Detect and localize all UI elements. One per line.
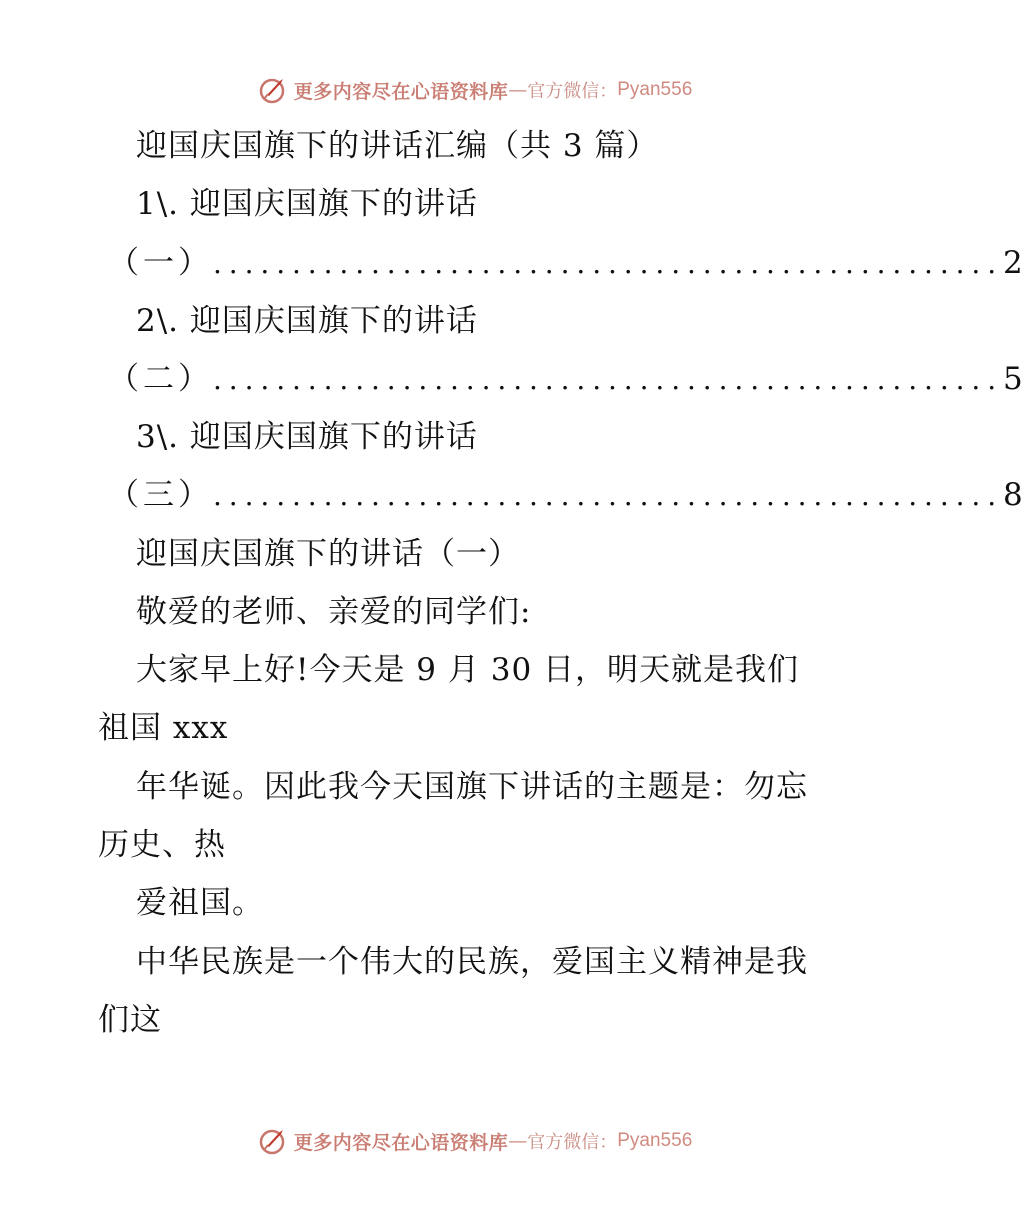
paragraph-line: 中华民族是一个伟大的民族，爱国主义精神是我 [136,944,808,980]
feather-pen-circle-icon [258,1126,288,1156]
watermark-header [0,70,950,110]
paragraph-line: 大家早上好!今天是 9 月 30 日，明天就是我们 [136,652,800,688]
toc-title-2: 2\. 迎国庆国旗下的讲话 [136,303,478,339]
section-title: 迎国庆国旗下的讲话（一） [136,536,520,572]
watermark-dash: — [508,1130,528,1152]
toc-label-2: （二） [108,361,213,397]
toc-entry-3[interactable] [108,475,1023,515]
toc-page-3: 8 [1003,477,1023,513]
paragraph-line: 们这 [98,1002,162,1038]
toc-dots-1: .................................................. [213,247,1004,280]
watermark-main-text: 更多内容尽在心语资料库 [293,80,509,103]
toc-page-1: 2 [1003,245,1023,281]
toc-page-2: 5 [1003,361,1023,397]
toc-title-1: 1\. 迎国庆国旗下的讲话 [136,186,478,222]
feather-pen-circle-icon [258,75,288,105]
watermark-account: Pyan556 [617,1130,693,1151]
watermark-footer [0,1121,950,1161]
toc-dots-3: .................................................. [213,479,1004,512]
toc-label-1: （一） [108,245,213,281]
paragraph-line: 敬爱的老师、亲爱的同学们: [136,594,532,630]
paragraph-line: 历史、热 [98,827,226,863]
watermark-sub-text: 官方微信： [527,1132,618,1153]
document-title: 迎国庆国旗下的讲话汇编（共 3 篇） [136,128,659,164]
toc-title-3: 3\. 迎国庆国旗下的讲话 [136,419,478,455]
watermark-account: Pyan556 [617,79,693,100]
paragraph-line: 年华诞。因此我今天国旗下讲话的主题是：勿忘 [136,769,808,805]
paragraph-line: 祖国 xxx [98,710,229,746]
watermark-sub-text: 官方微信： [527,81,618,102]
watermark-dash: — [508,79,528,101]
toc-label-3: （三） [108,477,213,513]
toc-dots-2: .................................................. [213,363,1004,396]
toc-entry-2[interactable] [108,359,1023,399]
watermark-main-text: 更多内容尽在心语资料库 [293,1131,509,1154]
toc-entry-1[interactable] [108,243,1023,283]
paragraph-line: 爱祖国。 [136,885,264,921]
